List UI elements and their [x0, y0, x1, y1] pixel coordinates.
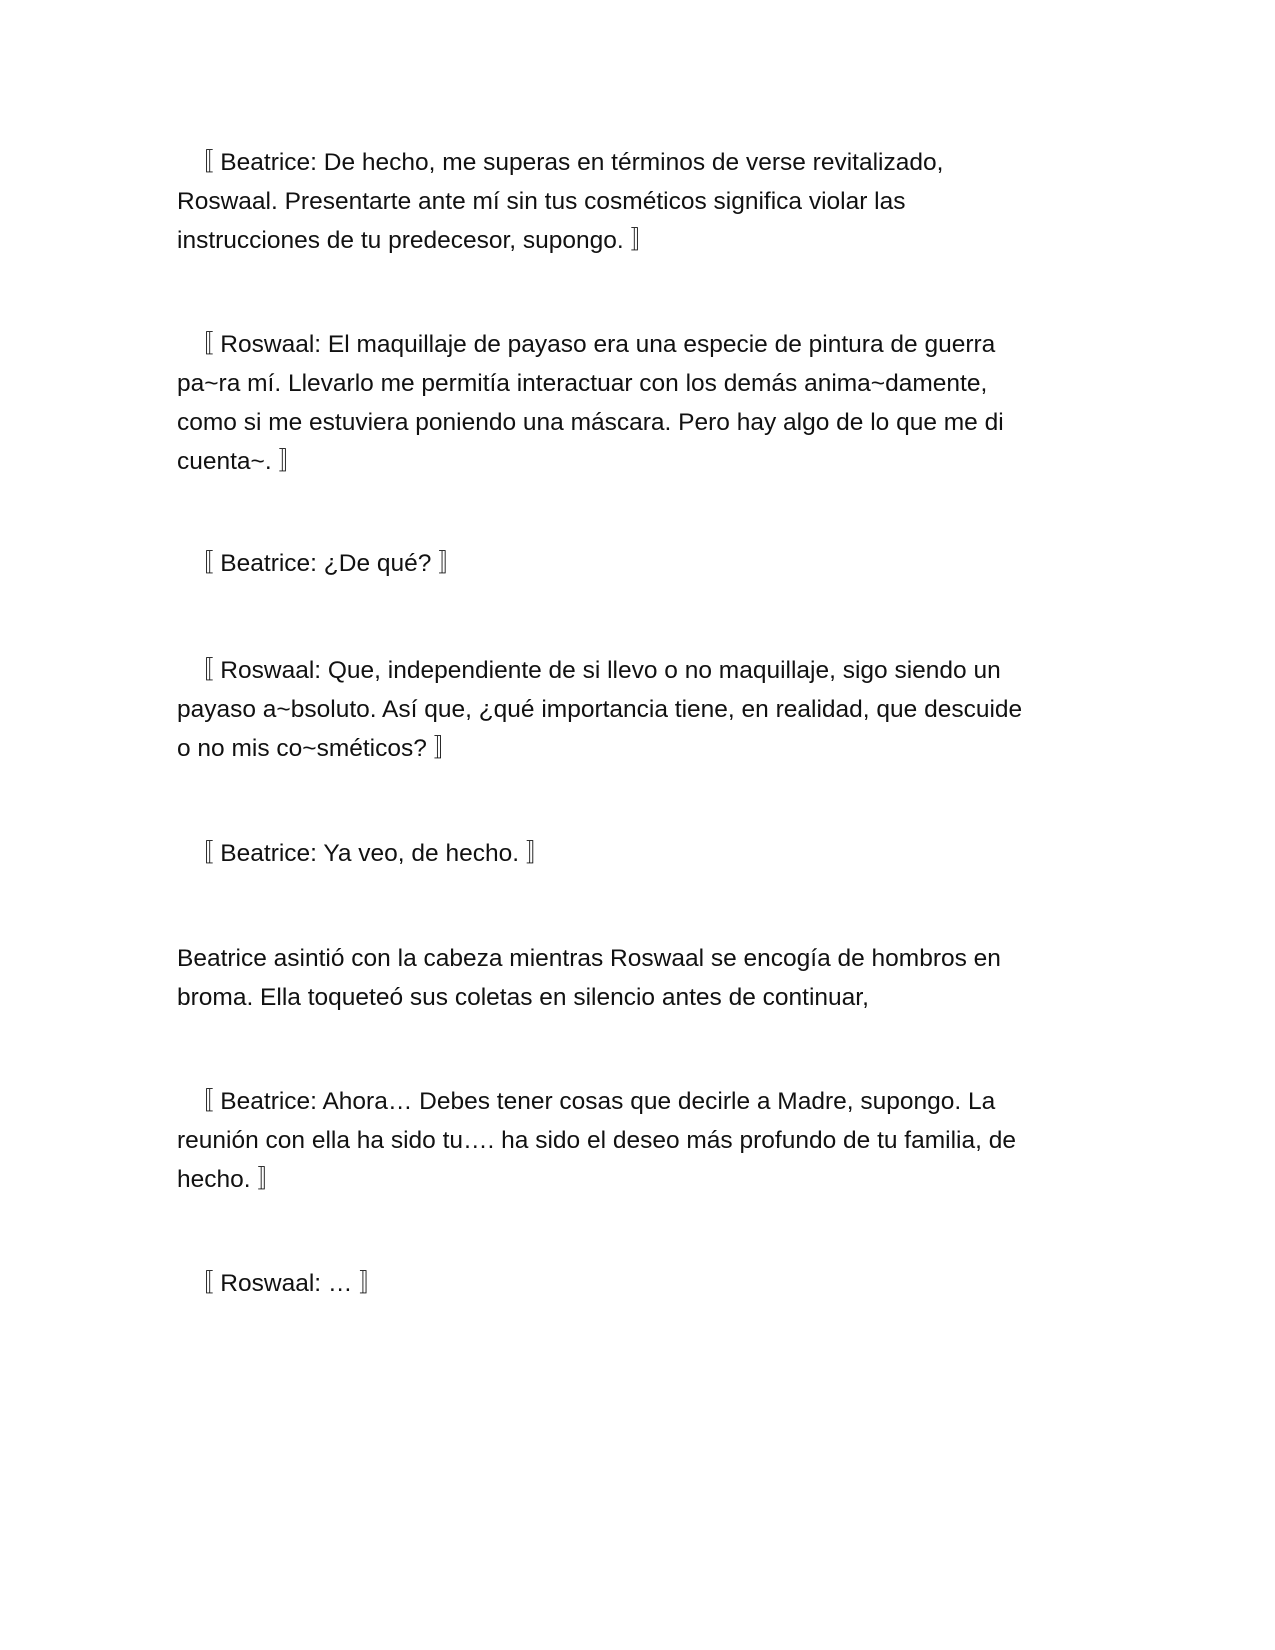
text-line: pa~ra mí. Llevarlo me permitía interactuar con los demás anima~damente, [177, 370, 988, 397]
paragraph-4 [177, 651, 1107, 768]
text-line: 〚 Beatrice: Ya veo, de hecho. 〛 [189, 840, 551, 867]
text-line: o no mis co~sméticos? 〛 [177, 735, 459, 762]
paragraph-6 [177, 939, 1107, 1017]
text-line: 〚 Beatrice: Ahora… Debes tener cosas que decirle a Madre, supongo. La [189, 1088, 996, 1115]
text-line: como si me estuviera poniendo una máscara. Pero hay algo de lo que me di [177, 409, 1004, 436]
text-line: reunión con ella ha sido tu…. ha sido el deseo más profundo de tu familia, de [177, 1127, 1016, 1154]
text-line: 〚 Beatrice: De hecho, me superas en términos de verse revitalizado, [189, 149, 944, 176]
text-line: payaso a~bsoluto. Así que, ¿qué importancia tiene, en realidad, que descuide [177, 696, 1023, 723]
text-line: instrucciones de tu predecesor, supongo. 〛 [177, 227, 656, 254]
text-line: broma. Ella toqueteó sus coletas en silencio antes de continuar, [177, 984, 869, 1011]
text-line: Roswaal. Presentarte ante mí sin tus cosméticos significa violar las [177, 188, 906, 215]
paragraph-8 [177, 1264, 1107, 1303]
text-line: 〚 Roswaal: Que, independiente de si llevo o no maquillaje, sigo siendo un [189, 657, 1001, 684]
paragraph-7 [177, 1082, 1107, 1199]
text-line: hecho. 〛 [177, 1166, 282, 1193]
paragraph-1 [177, 143, 1107, 260]
paragraph-5 [177, 834, 1107, 873]
text-line: Beatrice asintió con la cabeza mientras Roswaal se encogía de hombros en [177, 945, 1001, 972]
text-line: 〚 Roswaal: … 〛 [189, 1270, 384, 1297]
text-line: cuenta~. 〛 [177, 448, 303, 475]
text-line: 〚 Beatrice: ¿De qué? 〛 [189, 550, 463, 577]
paragraph-3 [177, 544, 1107, 583]
paragraph-2 [177, 325, 1107, 481]
text-line: 〚 Roswaal: El maquillaje de payaso era una especie de pintura de guerra [189, 331, 996, 358]
